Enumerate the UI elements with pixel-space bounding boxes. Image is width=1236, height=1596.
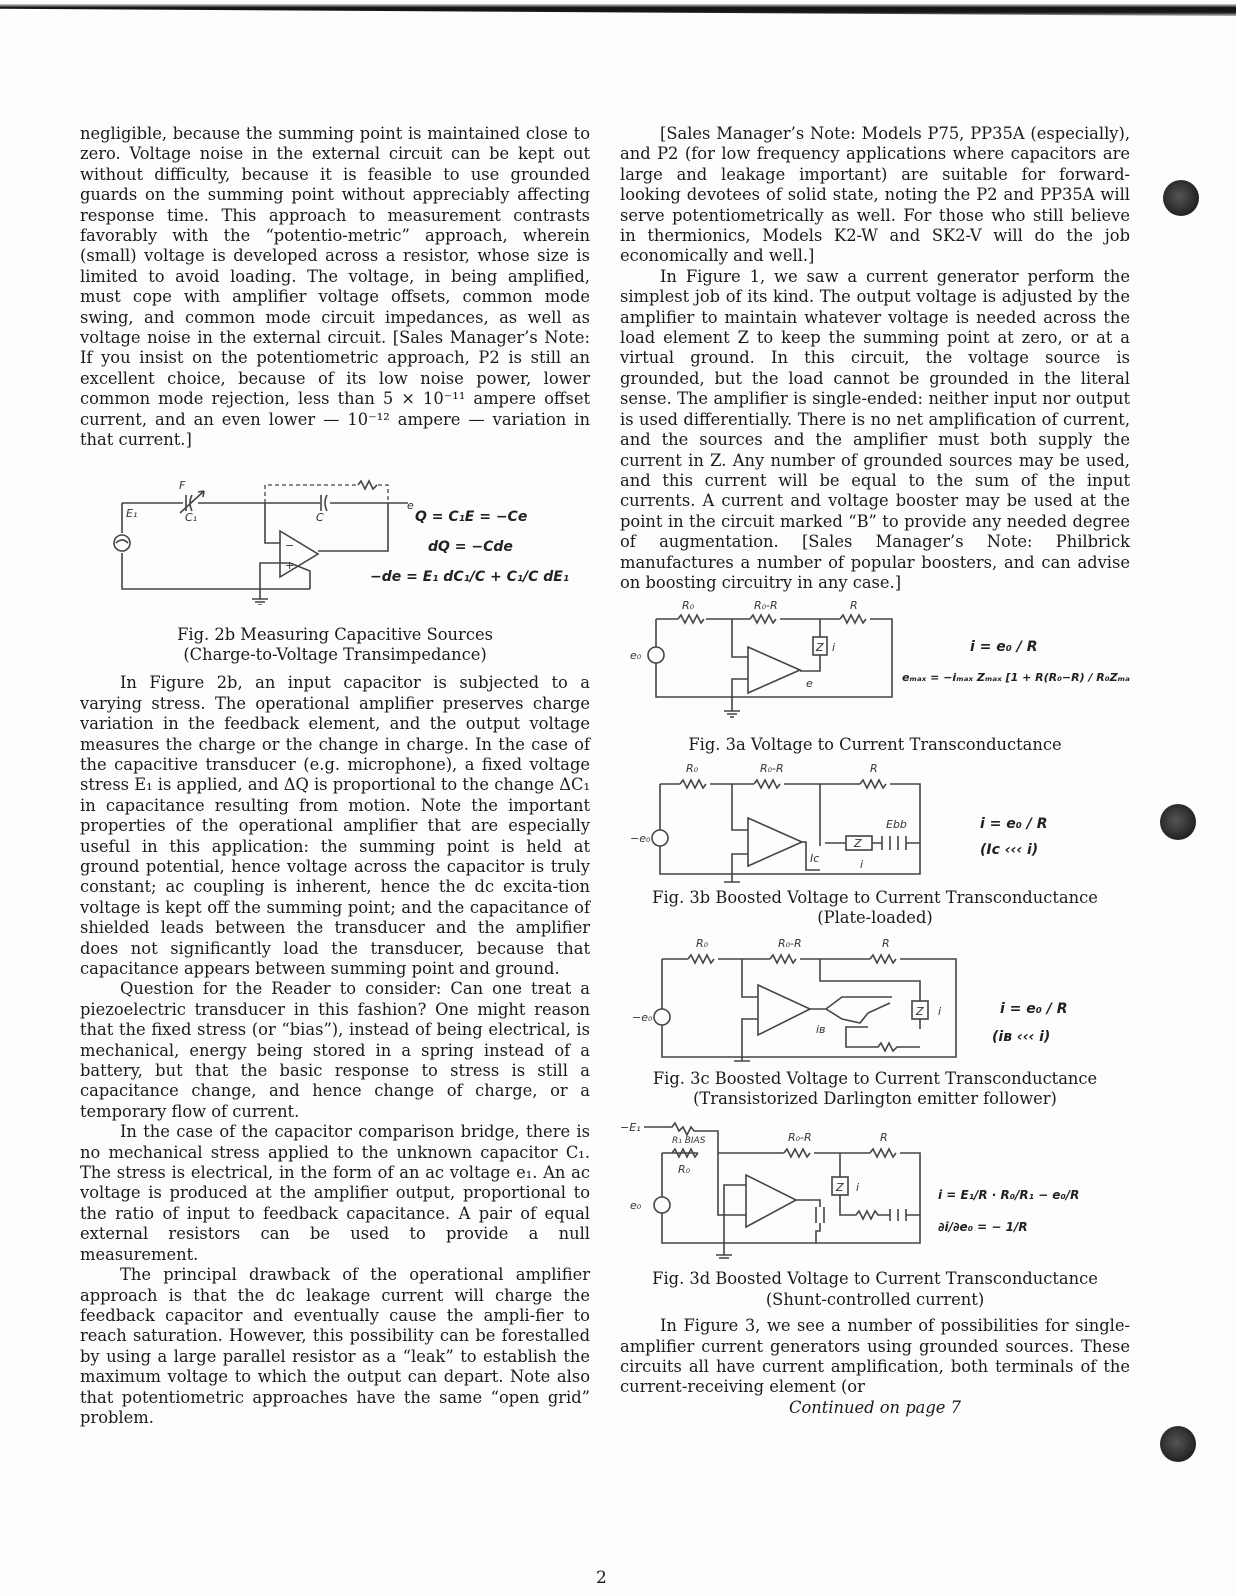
label-Z: Z <box>916 1004 924 1018</box>
circuit-diagram-3a <box>620 597 1130 727</box>
paragraph: In Figure 3, we see a number of possibilities for single-amplifier current generators using grounded sources. These circuits all have current amplification, both terminals of the current-receiving element (or <box>620 1316 1130 1397</box>
binder-hole <box>1160 804 1196 840</box>
scan-edge-bar <box>0 4 1236 16</box>
label-e0: −e₀ <box>630 831 651 845</box>
binder-hole <box>1163 180 1199 216</box>
circuit-diagram-3c <box>620 929 1130 1063</box>
label-i: i <box>832 641 836 655</box>
binder-hole <box>1160 1426 1196 1462</box>
figure-2b <box>80 477 590 605</box>
figure-caption: Fig. 3a Voltage to Current Transconductance <box>688 735 1062 755</box>
label-R0: R₀ <box>696 936 709 950</box>
figure-caption: Fig. 3d Boosted Voltage to Current Transconductance <box>652 1269 1098 1289</box>
paragraph: Question for the Reader to consider: Can one treat a piezoelectric transducer in this fashion? One might reason that the fixed stress (or “bias”), instead of being electrical, is mechanical, energy being stored in a spring instead of a battery, but that the basic response to stress is still a capacitance change, and hence change of charge, or a temporary flow of current. <box>80 979 590 1121</box>
figure-caption: Fig. 2b Measuring Capacitive Sources <box>177 624 493 644</box>
label-minus: − <box>285 538 295 552</box>
equation: −de = E₁ dC₁/C + C₁/C dE₁ <box>370 568 569 585</box>
equation: i = e₀ / R <box>980 815 1048 832</box>
figure-3a <box>620 597 1130 727</box>
label-R: R <box>870 761 878 775</box>
label-e: e <box>806 677 813 691</box>
label-E1: −E₁ <box>620 1121 641 1135</box>
label-R0-minus-R: R₀-R <box>760 761 784 775</box>
label-iB: iʙ <box>816 1022 826 1036</box>
label-R0-minus-R: R₀-R <box>788 1131 812 1145</box>
equation: Q = C₁E = −Ce <box>415 508 528 525</box>
label-R: R <box>850 599 858 613</box>
label-Z: Z <box>816 641 824 655</box>
figure-3d <box>620 1115 1130 1265</box>
circuit-diagram-3b <box>620 756 1130 884</box>
label-R1-bias: R₁ BIAS <box>672 1136 706 1147</box>
paragraph: In the case of the capacitor comparison bridge, there is no mechanical stress applied to the unknown capacitor C₁. The stress is electrical, in the form of an ac voltage e₁. An ac voltage is produced at the amplifier output, proportional to the ratio of input to feedback capacitance. A pair of equal external resistors can be used to provide a null measurement. <box>80 1122 590 1264</box>
label-Ebb: Ebb <box>886 817 907 831</box>
label-Z: Z <box>836 1181 844 1195</box>
label-R: R <box>880 1131 888 1145</box>
label-e0: e₀ <box>630 649 642 663</box>
label-R0: R₀ <box>678 1163 691 1177</box>
label-Z: Z <box>854 836 862 850</box>
equation: i = e₀ / R <box>1000 1000 1068 1017</box>
paragraph: [Sales Manager’s Note: Models P75, PP35A (especially), and P2 (for low frequency applications where capacitors are large and leakage important) are suitable for forward-looking devotees of solid state, noting the P2 and PP35A will serve potentiometrically as well. For those who still believe in thermionics, Models K2-W and SK2-V will do the job economically and well.] <box>620 124 1130 266</box>
label-plus: + <box>285 558 295 572</box>
label-i: i <box>856 1181 860 1195</box>
label-e0: e₀ <box>630 1199 642 1213</box>
figure-caption-sub: (Charge-to-Voltage Transimpedance) <box>183 644 487 664</box>
figure-3b <box>620 756 1130 884</box>
equation: dQ = −Cde <box>428 538 513 555</box>
figure-caption: Fig. 3c Boosted Voltage to Current Transconductance <box>652 1068 1098 1088</box>
figure-caption-sub: (Shunt-controlled current) <box>765 1289 985 1309</box>
label-e0: −e₀ <box>632 1010 653 1024</box>
equation: ∂i/∂e₀ = − 1/R <box>938 1220 1028 1235</box>
paragraph: negligible, because the summing point is maintained close to zero. Voltage noise in the external circuit can be kept out without difficulty, because it is feasible to use grounded guards on the summing point without appreciably affecting response time. This approach to measurement contrasts favorably with the “potentio-metric” approach, wherein (small) voltage is developed across a resistor, whose size is limited to avoid loading. The voltage, in being amplified, must cope with amplifier voltage offsets, common mode swing, and common mode circuit impedances, as well as voltage noise in the external circuit. [Sales Manager’s Note: If you insist on the potentiometric approach, P2 is still an excellent choice, because of its low noise power, lower common mode rejection, less than 5 × 10⁻¹¹ ampere offset current, and an even lower — 10⁻¹² ampere — variation in that current.] <box>80 124 590 450</box>
label-R0: R₀ <box>686 761 699 775</box>
left-column <box>80 124 590 1428</box>
figure-caption-sub: (Transistorized Darlington emitter follower) <box>693 1088 1057 1108</box>
paragraph: In Figure 1, we saw a current generator perform the simplest job of its kind. The output voltage is adjusted by the amplifier to maintain whatever voltage is needed across the load element Z to keep the summing point at zero, or at a virtual ground. In this circuit, the voltage source is grounded, but the load cannot be grounded in the literal sense. The amplifier is single-ended: neither input nor output is used differentially. There is no net amplification of current, and the sources and the amplifier must both supply the current in Z. Any number of grounded sources may be used, and this current will be equal to the sum of the input currents. A current and voltage booster may be used at the point in the circuit marked “B” to provide any needed degree of augmentation. [Sales Manager’s Note: Philbrick manufactures a number of popular boosters, and can advise on boosting circuitry in any case.] <box>620 266 1130 592</box>
paragraph: In Figure 2b, an input capacitor is subjected to a varying stress. The operational amplifier preserves charge variation in the feedback element, and the output voltage measures the charge or the change in charge. In the case of the capacitive transducer (e.g. microphone), a fixed voltage stress E₁ is applied, and ΔQ is proportional to the change ΔC₁ in capacitance resulting from motion. Note the important properties of the operational amplifier that are especially useful in this application: the summing point is held at ground potential, hence voltage across the capacitor is truly constant; ac coupling is inherent, hence the dc excita-tion voltage is kept off the summing point; and the capacitance of shielded leads between the transducer and the amplifier does not significantly load the transducer, because that capacitance appears between summing point and ground. <box>80 673 590 978</box>
label-i: i <box>938 1004 942 1018</box>
circuit-diagram-3d <box>620 1115 1130 1265</box>
label-C1: C₁ <box>185 510 198 524</box>
equation: eₘₐₓ = −iₘₐₓ Zₘₐₓ [1 + R(R₀−R) / R₀Zₘₐₓ] <box>902 671 1130 685</box>
figure-caption: Fig. 3b Boosted Voltage to Current Transconductance <box>652 887 1098 907</box>
label-R0: R₀ <box>682 599 695 613</box>
label-R0-minus-R: R₀-R <box>778 936 802 950</box>
page-number: 2 <box>596 1568 607 1588</box>
label-C: C <box>316 510 324 524</box>
label-e: e <box>407 498 414 512</box>
circuit-diagram-2b <box>80 477 590 605</box>
equation: i = E₁/R · R₀/R₁ − e₀/R <box>938 1188 1080 1203</box>
paragraph: The principal drawback of the operational amplifier approach is that the dc leakage current will charge the feedback capacitor and eventually cause the ampli-fier to reach saturation. However, this possibility can be forestalled by using a large parallel resistor as a “leak” to establish the maximum voltage to which the output can depart. Note also that potentiometric approaches have the same “open grid” problem. <box>80 1265 590 1427</box>
figure-3c <box>620 929 1130 1063</box>
equation: (Iᴄ ‹‹‹ i) <box>980 841 1039 858</box>
right-column <box>620 124 1130 1418</box>
label-Ic: Iᴄ <box>810 851 820 865</box>
equation: (iʙ ‹‹‹ i) <box>992 1028 1051 1045</box>
label-i: i <box>860 857 864 871</box>
label-R0-minus-R: R₀-R <box>754 599 778 613</box>
continued-note: Continued on page 7 <box>789 1397 961 1417</box>
equation: i = e₀ / R <box>970 639 1038 656</box>
figure-caption-sub: (Plate-loaded) <box>817 908 933 928</box>
label-R: R <box>882 936 890 950</box>
label-E1: E₁ <box>126 506 138 520</box>
label-F: F <box>179 478 186 492</box>
